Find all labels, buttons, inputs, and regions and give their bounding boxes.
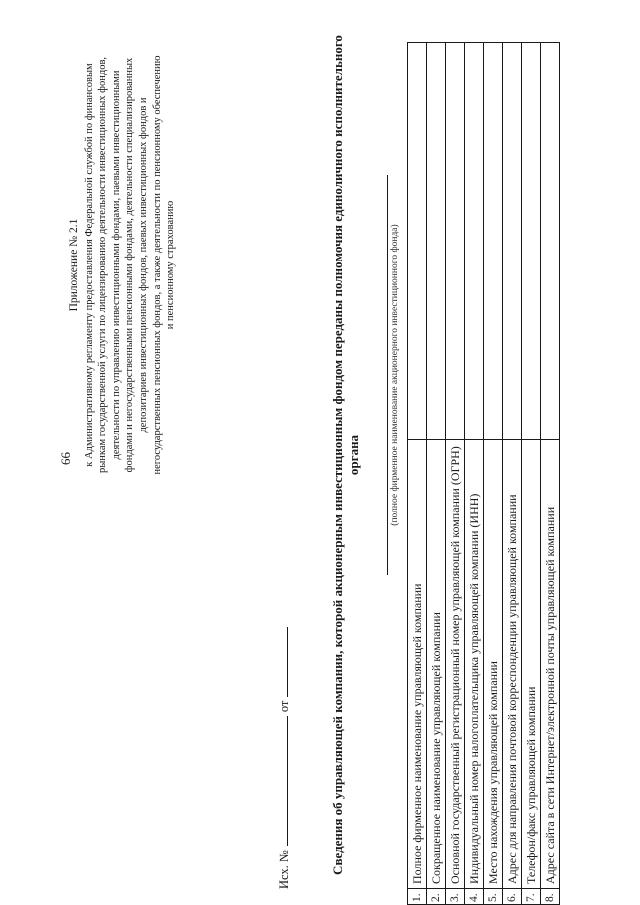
row-label: Телефон/факс управляющей компании bbox=[522, 440, 541, 889]
row-value-cell[interactable] bbox=[541, 43, 560, 440]
table-row bbox=[522, 43, 541, 905]
row-number: 5. bbox=[484, 889, 503, 905]
row-label: Полное фирменное наименование управляющей компании bbox=[408, 440, 427, 889]
row-value-cell[interactable] bbox=[484, 43, 503, 440]
row-value-cell[interactable] bbox=[446, 43, 465, 440]
row-label: Место нахождения управляющей компании bbox=[484, 440, 503, 889]
appendix-reference bbox=[68, 55, 178, 475]
row-number: 3. bbox=[446, 889, 465, 905]
row-value-cell[interactable] bbox=[427, 43, 446, 440]
page-number: 66 bbox=[58, 452, 73, 465]
company-info-table bbox=[407, 42, 560, 905]
table-row bbox=[408, 43, 427, 905]
outgoing-number-label: Исх. № bbox=[277, 850, 291, 889]
document-title: Сведения об управляющей компании, которой акционерным инвестиционным фондом переданы полномочия единоличного исполнительного органа bbox=[330, 35, 361, 875]
row-value-cell[interactable] bbox=[408, 43, 427, 440]
appendix-text: к Административному регламенту предоставления Федеральной службой по финансовым рынкам государственной услуги по лицензированию деятельности инвестиционных фондов, деятельности по управлению инвестиционными фондами, паевыми инвестиционными фондами и негосударственными пенсионными фондами, деятельности специализированных депозитариев инвестиционных фондов, паевых инвестиционных фондов и негосударственных пенсионных фондов, а также деятельности по пенсионному обеспечению и пенсионному страхованию bbox=[83, 55, 177, 475]
row-value-cell[interactable] bbox=[465, 43, 484, 440]
row-label: Индивидуальный номер налогоплательщика управляющей компании (ИНН) bbox=[465, 440, 484, 889]
outgoing-reference bbox=[277, 627, 292, 889]
outgoing-date-label: от bbox=[277, 700, 291, 713]
row-label: Адрес сайта в сети Интернет/электронной почты управляющей компании bbox=[541, 440, 560, 889]
row-value-cell[interactable] bbox=[522, 43, 541, 440]
fund-name-caption: (полное фирменное наименование акционерного инвестиционного фонда) bbox=[390, 224, 400, 526]
row-number: 2. bbox=[427, 889, 446, 905]
table-row bbox=[446, 43, 465, 905]
row-value-cell[interactable] bbox=[503, 43, 522, 440]
row-number: 4. bbox=[465, 889, 484, 905]
outgoing-number-blank[interactable] bbox=[287, 716, 288, 846]
table-row bbox=[484, 43, 503, 905]
appendix-heading: Приложение № 2.1 bbox=[68, 218, 80, 312]
table-row bbox=[503, 43, 522, 905]
row-label: Основной государственный регистрационный номер управляющей компании (ОГРН) bbox=[446, 440, 465, 889]
row-label: Адрес для направления почтовой корреспонденции управляющей компании bbox=[503, 440, 522, 889]
row-number: 7. bbox=[522, 889, 541, 905]
table-row bbox=[465, 43, 484, 905]
row-label: Сокращенное наименование управляющей компании bbox=[427, 440, 446, 889]
row-number: 1. bbox=[408, 889, 427, 905]
row-number: 8. bbox=[541, 889, 560, 905]
table-row bbox=[541, 43, 560, 905]
table-row bbox=[427, 43, 446, 905]
fund-name-blank-line[interactable] bbox=[387, 175, 388, 575]
outgoing-date-blank[interactable] bbox=[287, 627, 288, 697]
row-number: 6. bbox=[503, 889, 522, 905]
